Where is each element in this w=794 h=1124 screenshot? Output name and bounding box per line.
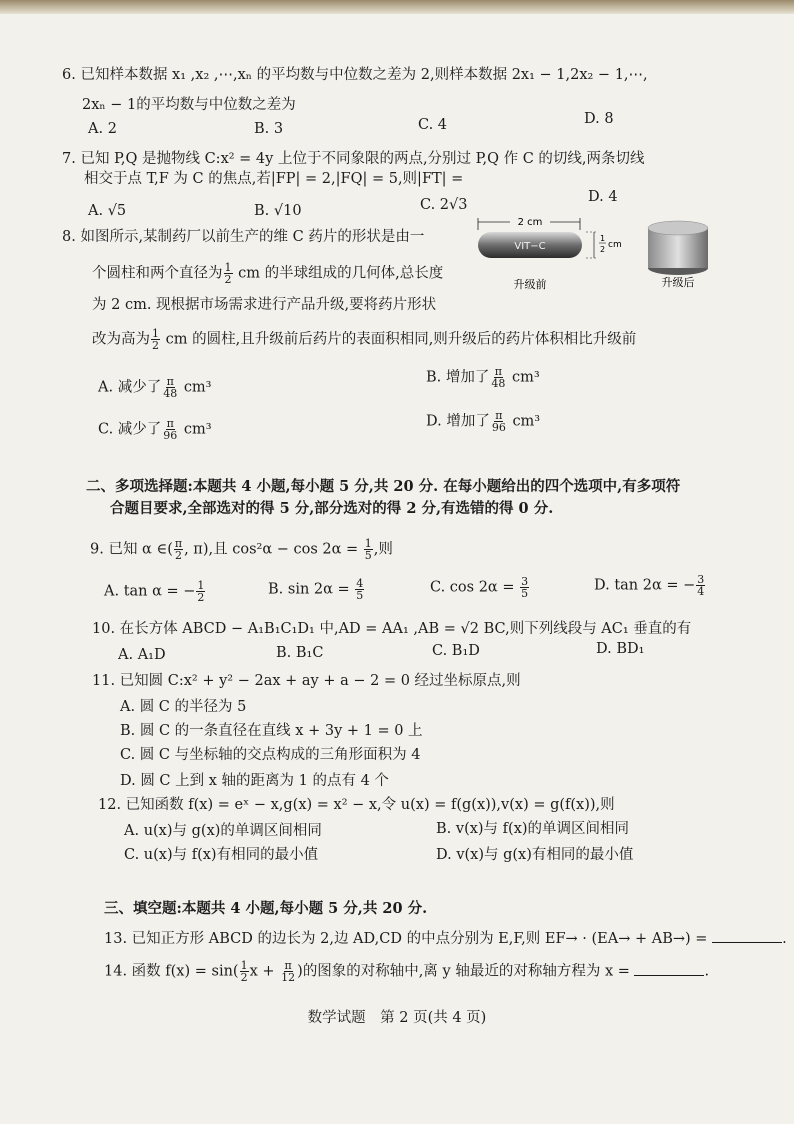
q9-interval-end: , π	[184, 541, 203, 558]
q11-stem: 11. 已知圆 C:x² + y² − 2ax + ay + a − 2 = 0 经过坐标原点,则	[92, 673, 521, 689]
q9-interval-fraction	[174, 538, 183, 561]
q8-stem-line3: 为 2 cm. 现根据市场需求进行产品升级,要将药片形状	[92, 297, 437, 313]
q9-option-a-den: 2	[197, 591, 205, 604]
height-label-unit: cm	[608, 240, 622, 250]
q8-option-d-unit: cm³	[512, 413, 541, 430]
dimension-length-label: 2 cm	[517, 217, 543, 228]
q8-stem-line2-text-a: 个圆柱和两个直径为	[92, 265, 223, 282]
caption-after: 升级后	[661, 276, 695, 289]
q11-option-d: D. 圆 C 上到 x 轴的距离为 1 的点有 4 个	[120, 773, 389, 789]
q7-option-a: A. √5	[88, 203, 127, 219]
q9-option-d-fraction	[696, 574, 705, 597]
section2-heading-line1: 二、多项选择题:本题共 4 小题,每小题 5 分,共 20 分. 在每小题给出的四个选项中,有多项符	[86, 478, 681, 495]
q14-coef-den: 2	[240, 971, 248, 984]
q9-option-b-text: B. sin 2α =	[268, 581, 350, 598]
q8-option-b-fraction	[490, 366, 506, 389]
q9-option-b	[268, 578, 365, 601]
q8-figure	[470, 210, 720, 300]
q9-value-num: 1	[364, 537, 372, 550]
q9-stem-pre: 9. 已知 α ∈	[90, 541, 168, 558]
q8-option-c-num: π	[166, 417, 174, 430]
q9-interval-den: 2	[174, 549, 182, 562]
q7-option-b: B. √10	[254, 203, 302, 219]
q9-option-b-num: 4	[356, 577, 364, 590]
q7-stem-line2: 相交于点 T,F 为 C 的焦点,若|FP| = 2,|FQ| = 5,则|FT| =	[84, 171, 464, 187]
q8-figure-svg	[470, 210, 720, 300]
q8-option-a	[98, 376, 212, 399]
q14-phase-den: 12	[281, 971, 296, 984]
q9-option-c-text: C. cos 2α =	[430, 579, 515, 596]
scan-edge	[0, 0, 794, 14]
q9-option-c-fraction	[520, 576, 529, 599]
q14-phase-num: π	[284, 959, 292, 972]
q8-option-d	[426, 410, 540, 433]
q10-option-b: B. B₁C	[276, 645, 324, 661]
q8-option-d-fraction	[491, 410, 507, 433]
q9-option-c-den: 5	[521, 587, 529, 600]
q9-option-c	[430, 576, 530, 599]
q9-option-c-num: 3	[521, 575, 529, 588]
q9-option-a	[104, 580, 206, 603]
q8-stem-line2	[92, 262, 443, 285]
q14-phase-fraction	[280, 960, 296, 983]
q8-option-a-fraction	[162, 376, 178, 399]
q8-stem-line4-text-b: cm 的圆柱,且升级前后药片的表面积相同,则升级后的药片体积相比升级前	[165, 331, 637, 348]
q8-option-c-text: C. 减少了	[98, 421, 162, 438]
q8-option-b	[426, 366, 540, 389]
section2-heading-line2: 合题目要求,全部选对的得 5 分,部分选对的得 2 分,有选错的得 0 分.	[110, 500, 554, 517]
q8-height-num: 1	[152, 327, 159, 340]
height-label-den: 2	[600, 245, 606, 254]
q9-option-a-fraction	[196, 580, 205, 603]
q11-option-c: C. 圆 C 与坐标轴的交点构成的三角形面积为 4	[120, 747, 421, 763]
pill-before-text: VIT−C	[514, 241, 546, 252]
q9-option-d-num: 3	[697, 573, 705, 586]
section3-heading: 三、填空题:本题共 4 小题,每小题 5 分,共 20 分.	[104, 900, 428, 917]
q10-option-d: D. BD₁	[596, 641, 645, 657]
q13-stem-text: 13. 已知正方形 ABCD 的边长为 2,边 AD,CD 的中点分别为 E,F,则 EF→ · (EA→ + AB→) =	[104, 931, 708, 947]
q8-option-a-num: π	[166, 375, 174, 388]
q8-option-b-num: π	[494, 365, 502, 378]
q9-option-b-fraction	[355, 578, 364, 601]
q8-option-c-den: 96	[163, 429, 178, 442]
q8-diameter-fraction	[224, 262, 233, 285]
q8-option-c-unit: cm³	[183, 421, 212, 438]
q8-option-c	[98, 418, 212, 441]
q6-option-a: A. 2	[88, 121, 117, 137]
q8-option-d-num: π	[495, 409, 503, 422]
q8-option-b-unit: cm³	[511, 369, 540, 386]
q12-option-c: C. u(x)与 f(x)有相同的最小值	[124, 847, 319, 863]
q8-stem-line4	[92, 328, 636, 351]
q14-arg-mid: x +	[249, 963, 275, 980]
q9-option-d-den: 4	[697, 585, 705, 598]
q14-answer-blank[interactable]	[634, 961, 704, 976]
q9-stem-mid: ,且 cos²α − cos 2α =	[208, 541, 359, 558]
q8-height-den: 2	[152, 339, 159, 352]
q8-height-fraction	[151, 328, 160, 351]
q9-option-a-text: A. tan α = −	[104, 583, 196, 600]
q10-stem: 10. 在长方体 ABCD − A₁B₁C₁D₁ 中,AD = AA₁ ,AB = √2 BC,则下列线段与 AC₁ 垂直的有	[92, 621, 692, 637]
page-footer: 数学试题 第 2 页(共 4 页)	[307, 1010, 487, 1026]
q8-option-d-text: D. 增加了	[426, 413, 490, 430]
cylinder-after-top	[648, 221, 708, 235]
q8-diameter-den: 2	[224, 273, 232, 286]
q8-option-a-text: A. 减少了	[98, 379, 162, 396]
q12-stem: 12. 已知函数 f(x) = eˣ − x,g(x) = x² − x,令 u(x) = f(g(x)),v(x) = g(f(x)),则	[98, 797, 615, 813]
q11-option-a: A. 圆 C 的半径为 5	[120, 699, 247, 715]
q9-option-a-num: 1	[197, 579, 205, 592]
q8-option-a-den: 48	[163, 387, 178, 400]
q9-stem-post: ,则	[373, 541, 393, 558]
q9-option-d-text: D. tan 2α = −	[594, 577, 696, 594]
q8-diameter-num: 1	[224, 261, 232, 274]
q7-option-d: D. 4	[588, 189, 618, 205]
q6-option-b: B. 3	[254, 121, 284, 137]
q6-option-c: C. 4	[418, 117, 448, 133]
caption-before: 升级前	[513, 278, 547, 291]
q12-option-a: A. u(x)与 g(x)的单调区间相同	[124, 823, 322, 839]
q9-value-den: 5	[364, 549, 372, 562]
q9-stem: 9. 已知 α ∈( $\frac{\pi}{2}$ , π),且 cos²α − cos 2α = $\frac{1}{5}$ ,则	[90, 537, 393, 562]
q14-stem-post: 的图象的对称轴中,离 y 轴最近的对称轴方程为 x =	[302, 963, 630, 980]
q6-stem-line1: 6. 已知样本数据 x₁ ,x₂ ,⋯,xₙ 的平均数与中位数之差为 2,则样本数据 2x₁ − 1,2x₂ − 1,⋯,	[62, 67, 648, 83]
q13-stem: 13. 已知正方形 ABCD 的边长为 2,边 AD,CD 的中点分别为 E,F,则 EF→ · (EA→ + AB→) = .	[104, 928, 787, 948]
q8-stem-line4-text-a: 改为高为	[92, 331, 150, 348]
q9-interval-num: π	[174, 537, 183, 550]
q14-coef-fraction	[240, 960, 249, 983]
q7-option-c: C. 2√3	[420, 197, 468, 213]
q14-coef-num: 1	[240, 959, 248, 972]
q12-option-d: D. v(x)与 g(x)有相同的最小值	[436, 847, 634, 863]
q8-stem-line1: 8. 如图所示,某制药厂以前生产的维 C 药片的形状是由一	[62, 229, 425, 245]
q6-stem-line2: 2xₙ − 1的平均数与中位数之差为	[82, 97, 296, 113]
q11-option-b: B. 圆 C 的一条直径在直线 x + 3y + 1 = 0 上	[120, 723, 423, 739]
q14-stem: 14. 函数 f(x) = sin( $\frac{1}{2}$ x + $\frac{\pi}{12}$ )的图象的对称轴中,离 y 轴最近的对称轴方程为 x = .	[104, 959, 710, 984]
q7-stem-line1: 7. 已知 P,Q 是抛物线 C:x² = 4y 上位于不同象限的两点,分别过 P,Q 作 C 的切线,两条切线	[62, 151, 645, 167]
q13-answer-blank[interactable]	[712, 928, 782, 943]
q8-stem-line2-text-b: cm 的半球组成的几何体,总长度	[238, 265, 444, 282]
q6-option-d: D. 8	[584, 111, 614, 127]
q9-option-d	[594, 574, 706, 597]
q14-stem-pre: 14. 函数 f(x) = sin	[104, 963, 233, 980]
q9-value-fraction	[364, 538, 373, 561]
q8-option-b-den: 48	[491, 377, 506, 390]
q10-option-c: C. B₁D	[432, 643, 480, 659]
q8-option-c-fraction	[162, 418, 178, 441]
q8-option-d-den: 96	[491, 421, 506, 434]
height-label-num: 1	[600, 234, 606, 243]
q9-option-b-den: 5	[356, 589, 364, 602]
q10-option-a: A. A₁D	[118, 647, 166, 663]
q8-option-a-unit: cm³	[183, 379, 212, 396]
q12-option-b: B. v(x)与 f(x)的单调区间相同	[436, 821, 630, 837]
q8-option-b-text: B. 增加了	[426, 369, 490, 386]
